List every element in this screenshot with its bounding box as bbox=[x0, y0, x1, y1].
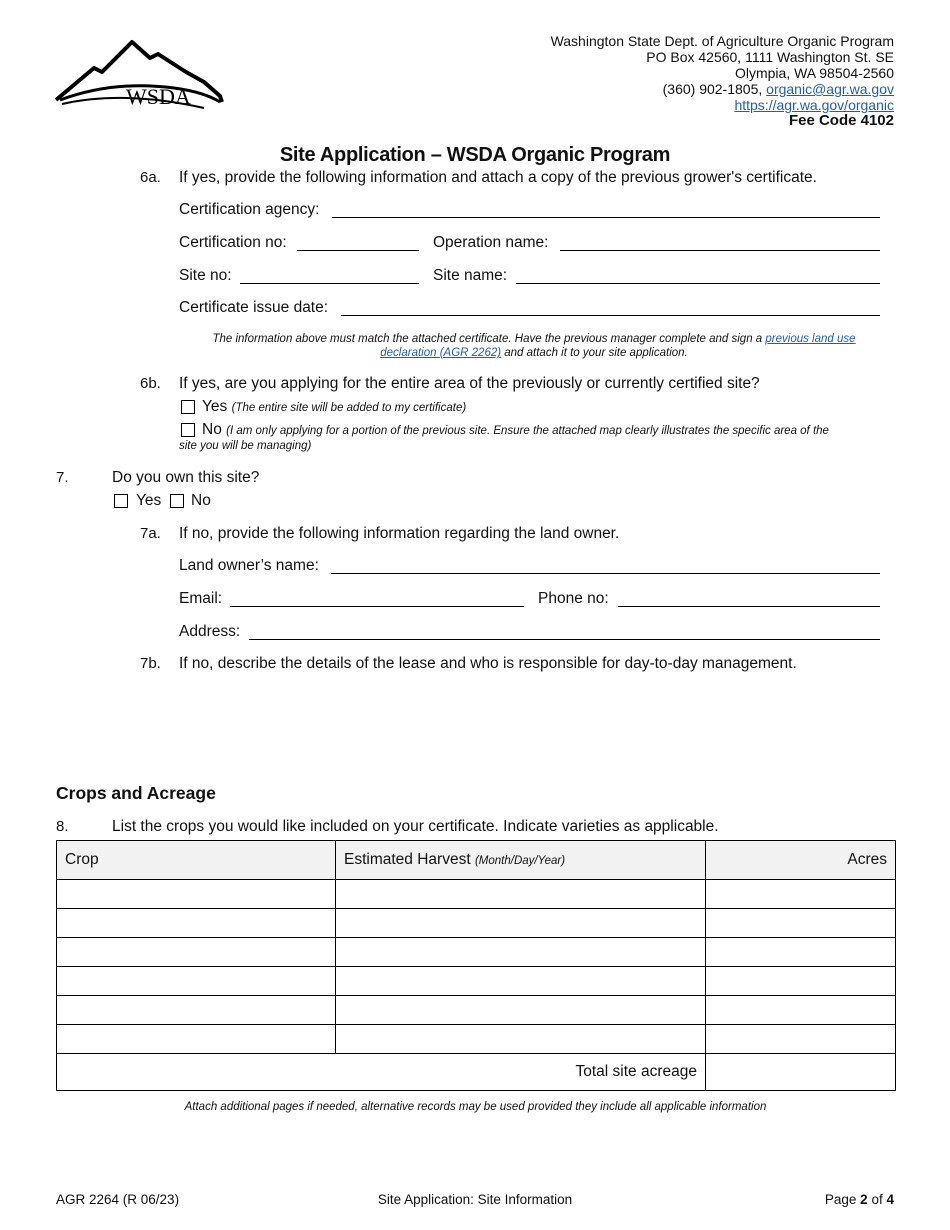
table-row bbox=[57, 1025, 896, 1054]
cert-agency-field[interactable] bbox=[332, 217, 880, 218]
owner-phone-field[interactable] bbox=[618, 606, 880, 607]
agr-2262-link[interactable]: declaration (AGR 2262) bbox=[380, 347, 502, 359]
agency-address-1: PO Box 42560, 1111 Washington St. SE bbox=[646, 49, 894, 65]
q6b-no-note: (I am only applying for a portion of the previous site. Ensure the attached map clearly illustrates the specific area of the bbox=[226, 425, 829, 437]
q7a-text: If no, provide the following information regarding the land owner. bbox=[179, 525, 620, 542]
q7-text: Do you own this site? bbox=[112, 469, 260, 486]
q6b-yes-option bbox=[202, 398, 466, 416]
crops-heading: Crops and Acreage bbox=[56, 783, 216, 803]
owner-phone-label: Phone no: bbox=[538, 590, 609, 607]
owner-name-field[interactable] bbox=[331, 573, 880, 574]
harvest-cell[interactable] bbox=[336, 967, 706, 996]
q6b-no-note-continued: site you will be managing) bbox=[179, 440, 312, 452]
cert-no-field[interactable] bbox=[297, 250, 419, 251]
crop-cell[interactable] bbox=[57, 938, 336, 967]
harvest-cell[interactable] bbox=[336, 1025, 706, 1054]
table-row bbox=[57, 880, 896, 909]
acres-cell[interactable] bbox=[706, 909, 896, 938]
agency-phone: (360) 902-1805, bbox=[662, 81, 763, 97]
issue-date-field[interactable] bbox=[341, 315, 880, 316]
total-row bbox=[57, 1054, 896, 1091]
q7-yes-checkbox[interactable] bbox=[114, 494, 128, 508]
owner-email-field[interactable] bbox=[230, 606, 524, 607]
acres-cell[interactable] bbox=[706, 996, 896, 1025]
agency-email-link[interactable]: organic@agr.wa.gov bbox=[766, 81, 894, 97]
crop-cell[interactable] bbox=[57, 880, 336, 909]
q7-number: 7. bbox=[56, 469, 69, 486]
wsda-logo bbox=[54, 38, 224, 112]
agency-address-2: Olympia, WA 98504-2560 bbox=[734, 65, 894, 81]
operation-name-label: Operation name: bbox=[433, 234, 549, 251]
crops-table-header bbox=[57, 841, 896, 880]
site-name-field[interactable] bbox=[516, 283, 880, 284]
site-name-label: Site name: bbox=[433, 267, 508, 284]
total-acreage-cell[interactable] bbox=[706, 1054, 896, 1091]
q7-yes-label: Yes bbox=[136, 492, 162, 509]
harvest-cell[interactable] bbox=[336, 996, 706, 1025]
harvest-cell[interactable] bbox=[336, 909, 706, 938]
q6b-no-option bbox=[202, 421, 829, 439]
q6b-yes-checkbox[interactable] bbox=[181, 400, 195, 414]
footer-center: Site Application: Site Information bbox=[377, 1192, 573, 1207]
agency-website-link[interactable]: https://agr.wa.gov/organic bbox=[734, 97, 894, 113]
logo-text: WSDA bbox=[126, 84, 191, 109]
site-no-label: Site no: bbox=[179, 267, 232, 284]
page-number: Page 2 of 4 bbox=[824, 1192, 894, 1207]
q7-no-checkbox[interactable] bbox=[170, 494, 184, 508]
cert-no-label: Certification no: bbox=[179, 234, 287, 251]
crop-column-header: Crop bbox=[57, 841, 336, 880]
q6b-yes-note: (The entire site will be added to my certificate) bbox=[231, 402, 467, 414]
q6b-number: 6b. bbox=[140, 375, 161, 392]
q7a-number: 7a. bbox=[140, 525, 161, 542]
attach-pages-note: Attach additional pages if needed, alternative records may be used provided they include all applicable information bbox=[184, 1101, 767, 1113]
q6b-no-label: No bbox=[202, 421, 222, 438]
crop-cell[interactable] bbox=[57, 909, 336, 938]
operation-name-field[interactable] bbox=[560, 250, 880, 251]
owner-address-label: Address: bbox=[179, 623, 241, 640]
form-id: AGR 2264 (R 06/23) bbox=[56, 1192, 180, 1207]
lease-details-area[interactable] bbox=[179, 680, 879, 770]
acres-cell[interactable] bbox=[706, 938, 896, 967]
certificate-match-note: The information above must match the attached certificate. Have the previous manager complete and sign a previous land use declaration (AGR 2262) and attach it to your site application. bbox=[212, 333, 856, 359]
crop-cell[interactable] bbox=[57, 967, 336, 996]
owner-name-label: Land owner’s name: bbox=[179, 557, 319, 574]
page-title: Site Application – WSDA Organic Program bbox=[279, 144, 671, 166]
acres-cell[interactable] bbox=[706, 1025, 896, 1054]
harvest-column-header: Estimated Harvest (Month/Day/Year) bbox=[336, 841, 706, 880]
table-row bbox=[57, 938, 896, 967]
owner-address-field[interactable] bbox=[249, 639, 880, 640]
agency-name: Washington State Dept. of Agriculture Organic Program bbox=[550, 33, 894, 49]
q7b-text: If no, describe the details of the lease and who is responsible for day-to-day management. bbox=[179, 655, 797, 672]
harvest-cell[interactable] bbox=[336, 938, 706, 967]
q6a-text: If yes, provide the following information and attach a copy of the previous grower's certificate. bbox=[179, 169, 817, 186]
q6b-yes-label: Yes bbox=[202, 398, 228, 415]
crop-cell[interactable] bbox=[57, 996, 336, 1025]
q6b-no-checkbox[interactable] bbox=[181, 423, 195, 437]
fee-code: Fee Code 4102 bbox=[788, 112, 894, 129]
site-no-field[interactable] bbox=[240, 283, 419, 284]
q6a-number: 6a. bbox=[140, 169, 161, 186]
harvest-cell[interactable] bbox=[336, 880, 706, 909]
crops-table bbox=[56, 840, 896, 1091]
cert-agency-label: Certification agency: bbox=[179, 201, 320, 218]
acres-cell[interactable] bbox=[706, 880, 896, 909]
crop-cell[interactable] bbox=[57, 1025, 336, 1054]
total-acreage-label: Total site acreage bbox=[57, 1054, 706, 1091]
previous-land-use-link[interactable]: previous land use bbox=[765, 333, 856, 345]
issue-date-label: Certificate issue date: bbox=[179, 299, 329, 316]
agency-contact bbox=[551, 33, 894, 129]
q7b-number: 7b. bbox=[140, 655, 161, 672]
acres-cell[interactable] bbox=[706, 967, 896, 996]
q8-text: List the crops you would like included on your certificate. Indicate varieties as applicable. bbox=[112, 818, 719, 835]
q8-number: 8. bbox=[56, 818, 69, 835]
owner-email-label: Email: bbox=[179, 590, 223, 607]
table-row bbox=[57, 967, 896, 996]
table-row bbox=[57, 909, 896, 938]
q7-no-label: No bbox=[191, 492, 211, 509]
table-row bbox=[57, 996, 896, 1025]
acres-column-header: Acres bbox=[706, 841, 896, 880]
q6b-text: If yes, are you applying for the entire area of the previously or currently certified site? bbox=[179, 375, 760, 392]
